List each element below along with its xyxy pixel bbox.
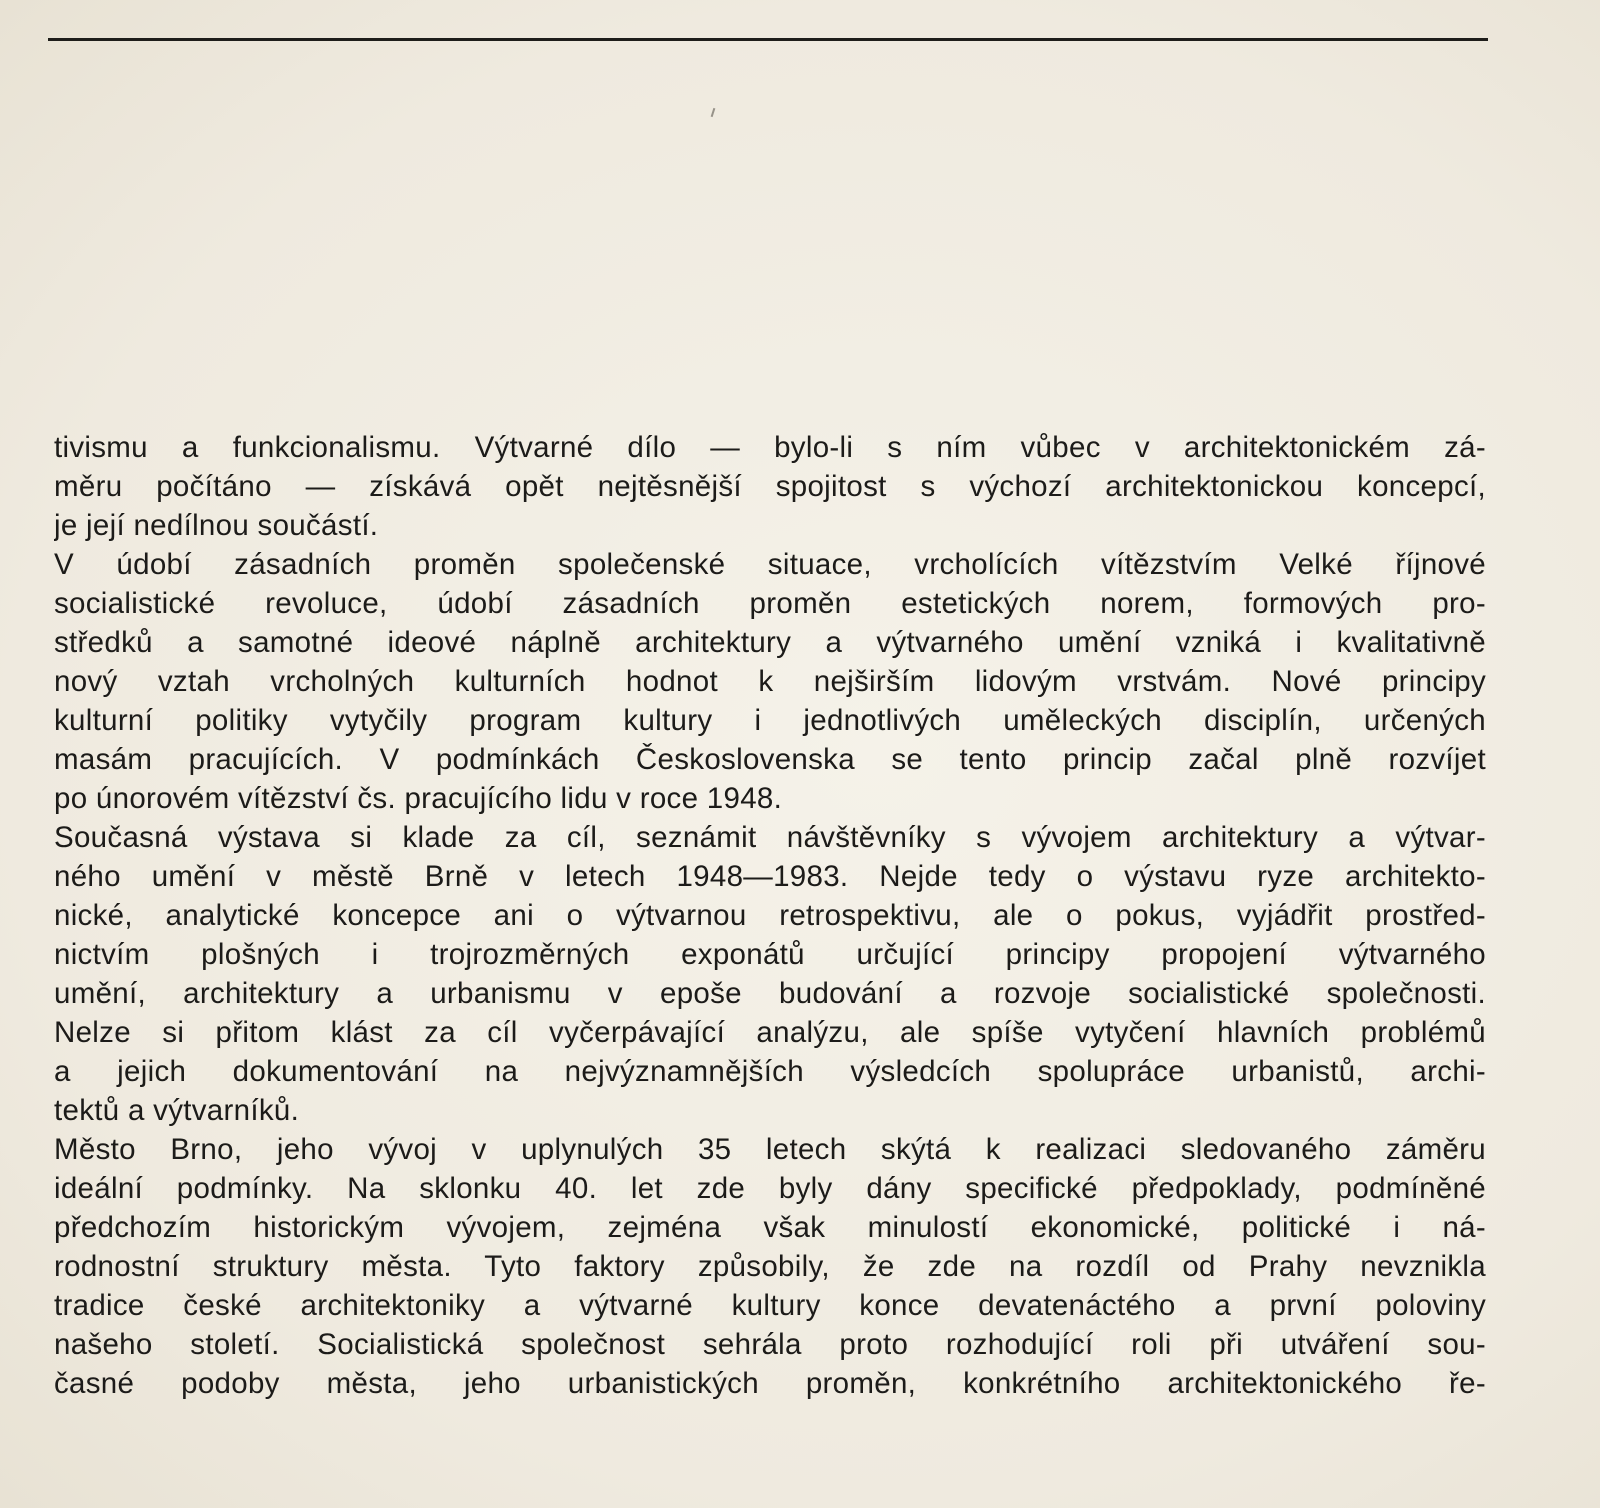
text-line: kulturní politiky vytyčily program kultury i jednotlivých uměleckých disciplín, určených [54, 704, 1486, 737]
text-line: je její nedílnou součástí. [54, 509, 379, 542]
body-text [54, 428, 1486, 1403]
text-line: našeho století. Socialistická společnost sehrála proto rozhodující roli při utváření sou- [54, 1328, 1486, 1361]
text-line: časné podoby města, jeho urbanistických proměn, konkrétního architektonického ře- [54, 1367, 1486, 1400]
text-line: tradice české architektoniky a výtvarné kultury konce devatenáctého a první poloviny [54, 1289, 1486, 1322]
text-line: nový vztah vrcholných kulturních hodnot k nejširším lidovým vrstvám. Nové principy [54, 665, 1486, 698]
text-line: Město Brno, jeho vývoj v uplynulých 35 letech skýtá k realizaci sledovaného záměru [54, 1133, 1486, 1166]
text-line: tivismu a funkcionalismu. Výtvarné dílo — bylo-li s ním vůbec v architektonickém zá- [54, 431, 1486, 464]
text-line: Současná výstava si klade za cíl, seznámit návštěvníky s vývojem architektury a výtvar- [54, 821, 1486, 854]
text-line: středků a samotné ideové náplně architektury a výtvarného umění vzniká i kvalitativně [54, 626, 1486, 659]
text-line: tektů a výtvarníků. [54, 1094, 300, 1127]
text-line: Nelze si přitom klást za cíl vyčerpávající analýzu, ale spíše vytyčení hlavních problémů [54, 1016, 1486, 1049]
text-line: po únorovém vítězství čs. pracujícího lidu v roce 1948. [54, 782, 783, 815]
text-line: ideální podmínky. Na sklonku 40. let zde byly dány specifické předpoklady, podmíněné [54, 1172, 1486, 1205]
ink-speck [711, 108, 716, 117]
text-line: nické, analytické koncepce ani o výtvarnou retrospektivu, ale o pokus, vyjádřit prostřed- [54, 899, 1486, 932]
text-line: umění, architektury a urbanismu v epoše budování a rozvoje socialistické společnosti. [54, 977, 1486, 1010]
text-line: ného umění v městě Brně v letech 1948—1983. Nejde tedy o výstavu ryze architekto- [54, 860, 1486, 893]
text-line: rodnostní struktury města. Tyto faktory způsobily, že zde na rozdíl od Prahy nevznikla [54, 1250, 1486, 1283]
text-line: masám pracujících. V podmínkách Československa se tento princip začal plně rozvíjet [54, 743, 1486, 776]
text-line: V údobí zásadních proměn společenské situace, vrcholících vítězstvím Velké říjnové [54, 548, 1486, 581]
text-line: a jejich dokumentování na nejvýznamnějších výsledcích spolupráce urbanistů, archi- [54, 1055, 1486, 1088]
text-line: nictvím plošných i trojrozměrných exponátů určující principy propojení výtvarného [54, 938, 1486, 971]
text-line: socialistické revoluce, údobí zásadních proměn estetických norem, formových pro- [54, 587, 1486, 620]
text-line: předchozím historickým vývojem, zejména však minulostí ekonomické, politické i ná- [54, 1211, 1486, 1244]
top-rule-divider [48, 38, 1488, 41]
text-line: měru počítáno — získává opět nejtěsnější spojitost s výchozí architektonickou koncepcí, [54, 470, 1486, 503]
